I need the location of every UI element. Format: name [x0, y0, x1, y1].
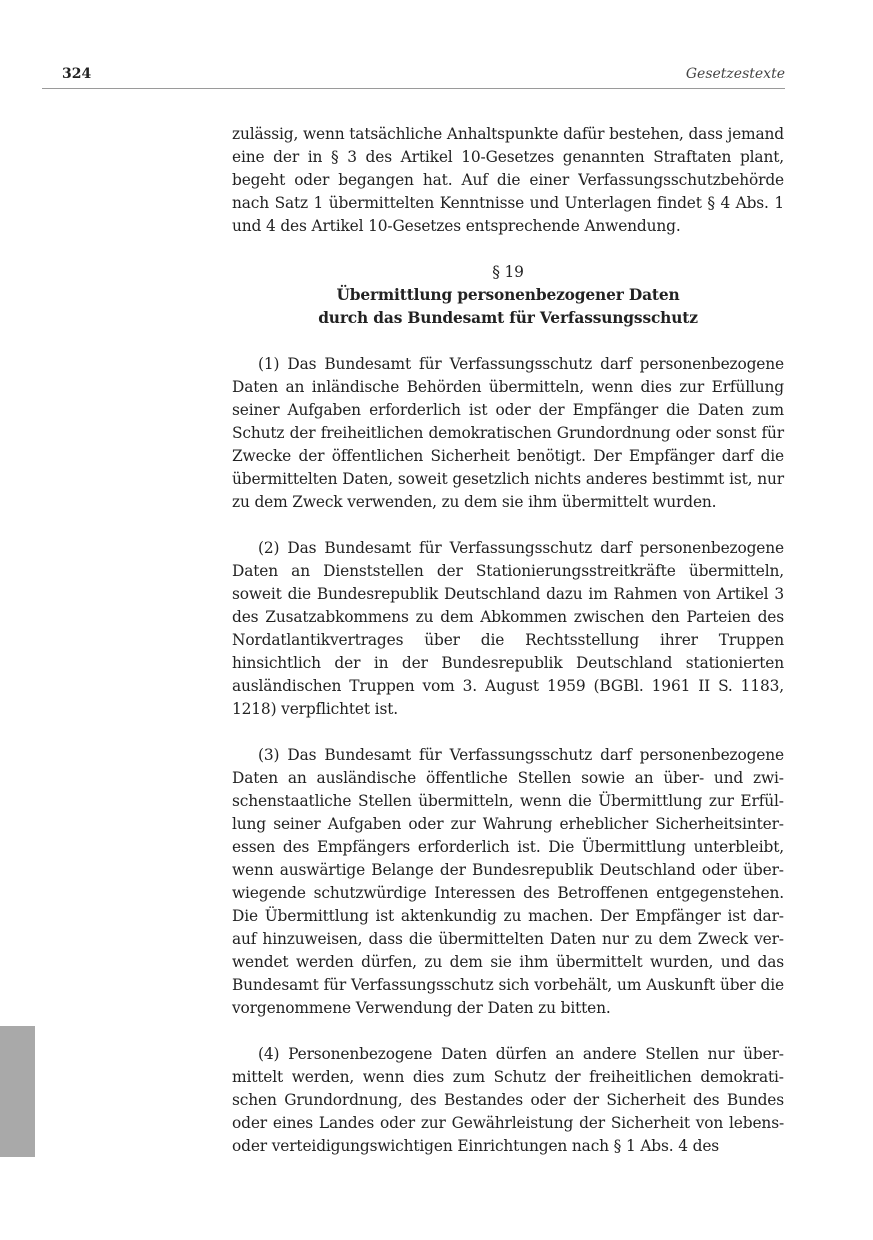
running-head: Gesetzestexte — [685, 66, 785, 82]
paragraph-1: (1) Das Bundesamt für Verfassungsschutz darf personenbezogene Daten an inländische Behörden übermitteln, wenn dies zur Erfüllung seiner Aufgaben erforderlich ist oder der Empfänger die Daten zum Schutz der freiheitlichen demokratischen Grundordnung oder sonst für Zwecke der öffentlichen Sicherheit benötigt. Der Empfänger darf die übermittelten Daten, soweit gesetzlich nichts anderes bestimmt ist, nur zu dem Zweck verwenden, zu dem sie ihm übermittelt wurden. — [232, 355, 784, 511]
page-number: 324 — [62, 66, 92, 82]
page-header — [42, 64, 785, 89]
section-heading — [232, 261, 784, 330]
thumb-index-tab — [0, 1026, 35, 1157]
section-title-line-2: durch das Bundesamt für Verfassungsschutz — [318, 309, 698, 327]
paragraph-3: (3) Das Bundesamt für Verfassungsschutz darf personenbezogene Daten an ausländische öffentliche Stellen sowie an über- und zwischenstaatliche Stellen übermitteln, wenn die Übermittlung zur Erfüllung seiner Aufgaben oder zur Wahrung erheblicher Sicherheitsinteressen des Empfängers erforderlich ist. Die Übermittlung unterbleibt, wenn auswärtige Belange der Bundesrepublik Deutschland oder überwiegende schutzwürdige Interessen des Betroffenen entgegenstehen. Die Übermittlung ist aktenkundig zu machen. Der Empfänger ist darauf hinzuweisen, dass die übermittelten Daten nur zu dem Zweck verwendet werden dürfen, zu dem sie ihm übermittelt wurden, und das Bundesamt für Verfassungsschutz sich vorbehält, um Auskunft über die vorgenommene Verwendung der Daten zu bitten. — [232, 746, 784, 1017]
page-body — [232, 123, 784, 1158]
section-title-line-1: Übermittlung personenbezogener Daten — [336, 286, 680, 304]
intro-paragraph: zulässig, wenn tatsächliche Anhaltspunkte dafür bestehen, dass jemand eine der in § 3 des Artikel 10-Gesetzes genannten Straftaten plant, begeht oder begangen hat. Auf die einer Verfassungsschutzbehörde nach Satz 1 übermittelten Kenntnisse und Unterlagen findet § 4 Abs. 1 und 4 des Artikel 10-Gesetzes entsprechende Anwendung. — [232, 125, 784, 235]
paragraph-2: (2) Das Bundesamt für Verfassungsschutz darf personenbezogene Daten an Dienststellen der Stationierungsstreitkräfte übermitteln, soweit die Bundesrepublik Deutschland dazu im Rahmen von Artikel 3 des Zusatzabkommens zu dem Abkommen zwischen den Parteien des Nordatlantikvertrages über die Rechtsstellung ihrer Truppen hinsichtlich der in der Bundesrepublik Deutschland stationierten ausländischen Truppen vom 3. August 1959 (BGBl. 1961 II S. 1183, 1218) verpflichtet ist. — [232, 539, 784, 718]
section-number: § 19 — [492, 263, 524, 281]
paragraph-4: (4) Personenbezogene Daten dürfen an andere Stellen nur übermittelt werden, wenn dies zum Schutz der freiheitlichen demokratischen Grundordnung, des Bestandes oder der Sicherheit des Bundes oder eines Landes oder zur Gewährleistung der Sicherheit von lebens- oder verteidigungswichtigen Einrichtungen nach § 1 Abs. 4 des — [232, 1045, 784, 1155]
